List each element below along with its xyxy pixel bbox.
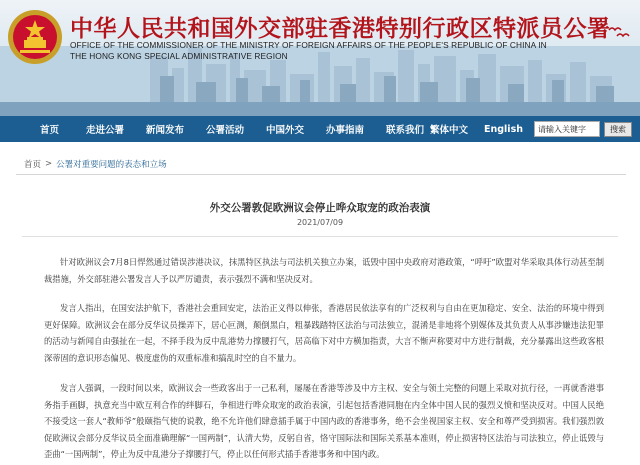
nav-english[interactable]: English (484, 123, 523, 135)
nav-contact[interactable]: 联系我们 (386, 125, 425, 136)
breadcrumb-section[interactable]: 公署对重要问题的表态和立场 (56, 160, 167, 170)
search-button[interactable]: 搜索 (604, 122, 632, 137)
search-box (534, 121, 632, 137)
nav-activities[interactable]: 公署活动 (206, 125, 245, 136)
breadcrumb (24, 158, 167, 170)
site-title-english-line2: THE HONG KONG SPECIAL ADMINISTRATIVE REGION (70, 51, 288, 61)
nav-home[interactable]: 首页 (40, 125, 60, 136)
birds-icon (608, 24, 630, 38)
article-paragraph-2: 发言人指出，在国安法护航下，香港社会重回安定，法治正义得以伸张，香港居民依法享有的广泛权利与自由在更加稳定、安全、法治的环境中得到更好保障。欧洲议会在部分反华议员操弄下，居心叵测，颠倒黑白，粗暴践踏特区法治与司法独立，混淆是非地将个别媒体及其负责人从事涉嫌违法犯罪的活动与新闻自由强扯在一起，不择手段为反中乱港势力撑腰打气，居高临下对中方横加指责，大言不惭声称要对中方进行制裁，充分暴露出这些政客根深蒂固的意识形态偏见、极度虚伪的双重标准和搞乱时空的自不量力。 (44, 303, 604, 363)
nav-guide[interactable]: 办事指南 (326, 125, 365, 136)
divider (22, 236, 618, 237)
article-paragraph-1: 针对欧洲议会7月8日悍然通过错误涉港决议，抹黑特区执法与司法机关独立办案，诋毁中国中央政府对港政策，“呼吁”欧盟对华采取具体行动甚至制裁措施，外交部驻港公署发言人予以严厉谴责，表示强烈不满和坚决反对。 (44, 257, 604, 284)
breadcrumb-separator: > (45, 159, 53, 169)
article-date: 2021/07/09 (296, 218, 344, 227)
divider (16, 174, 626, 175)
nav-diplomacy[interactable]: 中国外交 (266, 125, 305, 136)
site-title-english-line1: OFFICE OF THE COMMISSIONER OF THE MINISTRY OF FOREIGN AFFAIRS OF THE PEOPLE'S REPUBLIC OF CHINA IN (70, 40, 547, 50)
breadcrumb-home[interactable]: 首页 (24, 160, 42, 170)
main-nav (0, 116, 640, 142)
nav-news[interactable]: 新闻发布 (146, 125, 185, 136)
nav-about[interactable]: 走进公署 (86, 125, 125, 136)
article-title: 外交公署敦促欧洲议会停止哗众取宠的政治表演 (209, 202, 431, 214)
article-paragraph-3: 发言人强调，一段时间以来，欧洲议会一些政客出于一己私利，屡屡在香港等涉及中方主权、安全与领土完整的问题上采取对抗行径，一再就香港事务指手画脚，执意充当中欧互利合作的绊脚石，争相进行哗众取宠的政治表演，引起包括香港同胞在内全体中国人民的强烈义愤和坚决反对。中国人民绝不接受这一套人“教师爷”般颐指气使的说教，绝不允许他们肆意插手属于中国内政的香港事务，绝不会坐视国家主权、安全和尊严受到损害。我们强烈敦促欧洲议会部分反华议员全面准确理解“一国两制”，认清大势，反躬自省，恪守国际法和国际关系基本准则，停止损害特区法治与司法独立，停止诋毁与歪曲“一国两制”，停止为反中乱港分子撑腰打气，停止以任何形式插手香港事务和中国内政。 (44, 383, 604, 459)
header-banner (0, 0, 640, 116)
nav-traditional-chinese[interactable]: 繁体中文 (430, 125, 469, 136)
national-emblem-logo (6, 8, 64, 66)
site-title-chinese: 中华人民共和国外交部驻香港特别行政区特派员公署 (70, 16, 611, 42)
search-input[interactable] (534, 121, 600, 137)
